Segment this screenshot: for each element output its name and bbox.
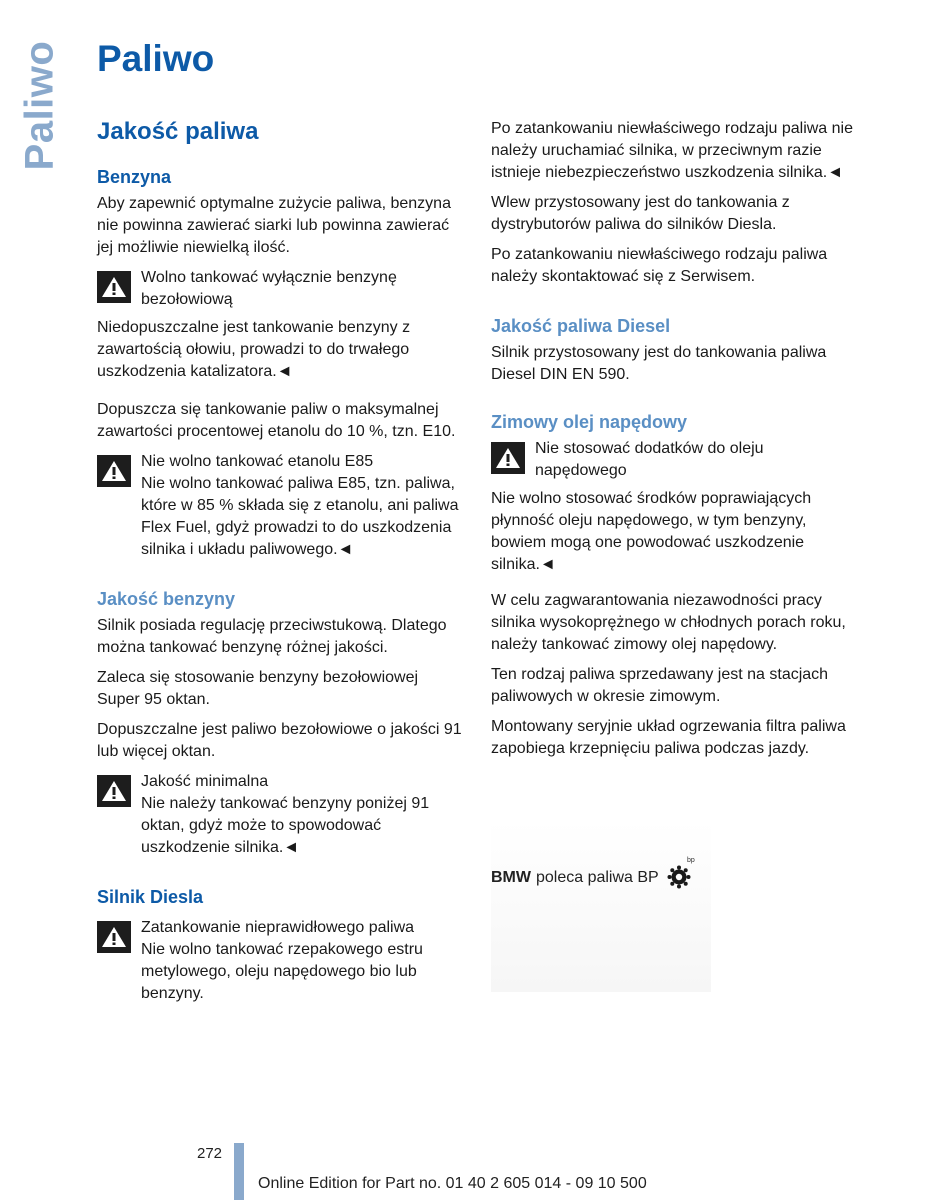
- paragraph: Ten rodzaj paliwa sprzedawany jest na stacjach paliwowych w okresie zimowym.: [491, 666, 829, 705]
- right-column: [491, 118, 857, 768]
- warning-block: [97, 771, 463, 859]
- subheading-jakosc-benzyny: Jakość benzyny: [97, 589, 236, 609]
- paragraph: W celu zagwarantowania niezawodności pracy silnika wysokoprężnego w chłodnych porach roku, należy tankować zimowy olej napędowy.: [491, 592, 846, 653]
- warning-title: Jakość minimalna: [141, 773, 269, 790]
- section-silnik-diesla: [97, 885, 463, 1005]
- paragraph: Aby zapewnić optymalne zużycie paliwa, benzyna nie powinna zawierać siarki lub powinna zawierać jej możliwie niewielką ilość.: [97, 195, 451, 256]
- warning-body: Nie wolno tankować rzepakowego estru metylowego, oleju napędowego bio lub benzyny.: [141, 941, 423, 1002]
- warning-title: Wolno tankować wyłącznie benzynę bezołowiową: [141, 269, 397, 308]
- edition-note: Online Edition for Part no. 01 40 2 605 014 - 09 10 500: [258, 1175, 647, 1192]
- warning-triangle-icon: [491, 442, 525, 474]
- side-tab-label: Paliwo: [17, 40, 62, 170]
- ad-text: poleca paliwa BP: [535, 869, 659, 886]
- warning-block: [97, 267, 463, 311]
- warning-block: [97, 917, 463, 1005]
- warning-triangle-icon: [97, 271, 131, 303]
- page-number: 272: [197, 1145, 223, 1162]
- subheading-silnik-diesla: Silnik Diesla: [97, 887, 204, 907]
- subheading-benzyna: Benzyna: [97, 167, 172, 187]
- paragraph: Nie wolno stosować środków poprawiających płynność oleju napędowego, w tym benzyny, bowiem mogą one powodować uszkodzenie silnika.◄: [491, 490, 812, 573]
- paragraph: Montowany seryjnie układ ogrzewania filtra paliwa zapobiega krzepnięciu paliwa podczas jazdy.: [491, 718, 846, 757]
- section-winter-diesel: [491, 410, 857, 760]
- paragraph: Po zatankowaniu niewłaściwego rodzaju paliwa należy skontaktować się z Serwisem.: [491, 246, 828, 285]
- paragraph: Silnik posiada regulację przeciwstukową. Dlatego można tankować benzynę różnej jakości.: [97, 617, 447, 656]
- bp-small-label: bp: [686, 857, 695, 864]
- warning-title: Nie stosować dodatków do oleju napędowego: [535, 440, 764, 479]
- paragraph: Niedopuszczalne jest tankowanie benzyny z zawartością ołowiu, prowadzi to do trwałego uszkodzenia katalizatora.◄: [97, 319, 411, 380]
- paragraph: Silnik przystosowany jest do tankowania paliwa Diesel DIN EN 590.: [491, 344, 827, 383]
- section-diesel-quality: [491, 314, 857, 386]
- paragraph: Po zatankowaniu niewłaściwego rodzaju paliwa nie należy uruchamiać silnika, w przeciwnym razie istnieje niebezpieczeństwo uszkodzenia silnika.◄: [491, 120, 853, 181]
- warning-title: Zatankowanie nieprawidłowego paliwa: [141, 919, 415, 936]
- section-heading-fuel-quality: Jakość paliwa: [97, 118, 259, 145]
- left-column: [97, 116, 463, 1011]
- subheading-diesel-quality: Jakość paliwa Diesel: [491, 316, 671, 336]
- bp-sunflower-logo-icon: [667, 857, 695, 891]
- page-title: Paliwo: [97, 38, 215, 79]
- subheading-winter-diesel: Zimowy olej napędowy: [491, 412, 688, 432]
- side-tab: [17, 40, 62, 170]
- ad-brand: BMW: [491, 869, 531, 886]
- footer-bar: [234, 1143, 244, 1200]
- ad-line: [491, 857, 695, 891]
- section-jakosc-benzyny: [97, 587, 463, 859]
- paragraph: Zaleca się stosowanie benzyny bezołowiowej Super 95 oktan.: [97, 669, 419, 708]
- warning-body: Nie wolno tankować paliwa E85, tzn. paliwa, które w 85 % składa się z etanolu, ani paliwa Flex Fuel, gdyż prowadzi to do uszkodzenia silnika i układu paliwowego.◄: [141, 475, 459, 558]
- paragraph: Wlew przystosowany jest do tankowania z dystrybutorów paliwa do silników Diesla.: [491, 194, 790, 233]
- warning-triangle-icon: [97, 455, 131, 487]
- warning-triangle-icon: [97, 775, 131, 807]
- warning-triangle-icon: [97, 921, 131, 953]
- warning-title: Nie wolno tankować etanolu E85: [141, 453, 374, 470]
- warning-block: [97, 451, 463, 561]
- warning-body: Nie należy tankować benzyny poniżej 91 oktan, gdyż może to spowodować uszkodzenie silnika.◄: [141, 795, 430, 856]
- paragraph: Dopuszczalne jest paliwo bezołowiowe o jakości 91 lub więcej oktan.: [97, 721, 462, 760]
- bp-advertisement: [491, 820, 711, 992]
- warning-block: [491, 438, 857, 482]
- paragraph: Dopuszcza się tankowanie paliw o maksymalnej zawartości procentowej etanolu do 10 %, tzn. E10.: [97, 401, 456, 440]
